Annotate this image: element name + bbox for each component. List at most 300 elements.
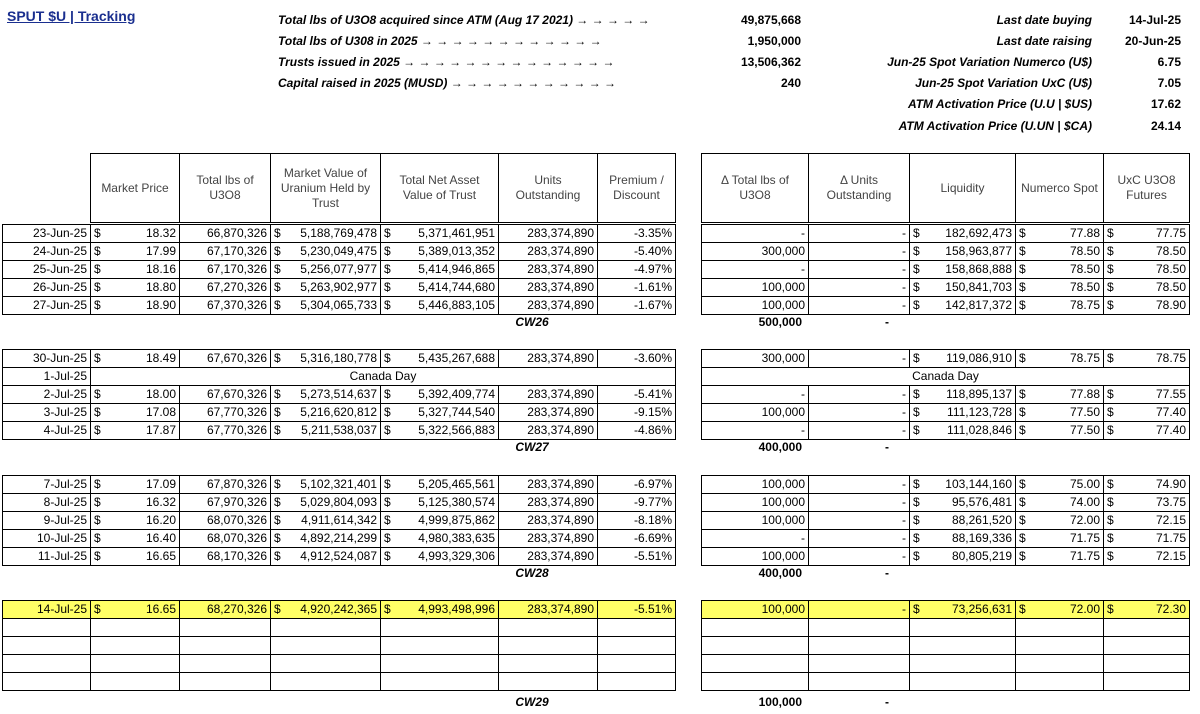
date-cell: 30-Jun-25 — [3, 350, 91, 368]
summary-value: 13,506,362 — [740, 55, 801, 69]
delta-lbs: - — [702, 225, 809, 243]
market-value-value: 4,912,524,087 — [300, 549, 377, 563]
empty-cell — [1104, 637, 1190, 655]
empty-cell — [598, 619, 676, 637]
currency-sign: $ — [94, 280, 101, 294]
currency-sign: $ — [274, 423, 281, 437]
market-value — [271, 279, 381, 297]
currency-sign: $ — [913, 262, 920, 276]
premium-discount: -5.41% — [598, 386, 676, 404]
holiday-cell: Canada Day — [702, 368, 1190, 386]
empty-cell — [910, 655, 1016, 673]
liquidity-value: 158,963,877 — [945, 244, 1012, 258]
empty-row — [702, 619, 1190, 637]
uxc-futures — [1104, 350, 1190, 368]
currency-sign: $ — [94, 549, 101, 563]
currency-sign: $ — [913, 298, 920, 312]
uxc-futures-value: 71.75 — [1155, 531, 1186, 545]
nav-value: 5,392,409,774 — [418, 387, 495, 401]
liquidity-value: 95,576,481 — [951, 495, 1012, 509]
currency-sign: $ — [913, 477, 920, 491]
uxc-futures-value: 74.90 — [1155, 477, 1186, 491]
currency-sign: $ — [913, 495, 920, 509]
delta-lbs: 100,000 — [702, 476, 809, 494]
market-price — [91, 548, 180, 566]
currency-sign: $ — [913, 602, 920, 616]
numerco-spot — [1016, 225, 1104, 243]
numerco-spot-value: 71.75 — [1069, 531, 1100, 545]
liquidity-value: 182,692,473 — [945, 226, 1012, 240]
summary-label: ATM Activation Price (U.U | $US) — [907, 97, 1092, 111]
currency-sign: $ — [913, 531, 920, 545]
liquidity-value: 111,028,846 — [947, 423, 1012, 437]
uxc-futures-value: 77.55 — [1155, 387, 1186, 401]
page-title: SPUT $U | Tracking — [7, 8, 136, 24]
market-value-value: 5,263,902,977 — [300, 280, 377, 294]
column-header: Total Net Asset Value of Trust — [381, 154, 499, 223]
currency-sign: $ — [274, 602, 281, 616]
currency-sign: $ — [94, 244, 101, 258]
liquidity — [910, 386, 1016, 404]
numerco-spot-value: 72.00 — [1069, 602, 1100, 616]
premium-discount: -3.60% — [598, 350, 676, 368]
nav — [381, 386, 499, 404]
currency-sign: $ — [274, 513, 281, 527]
premium-discount: -3.35% — [598, 225, 676, 243]
numerco-spot-value: 77.50 — [1069, 405, 1100, 419]
week-label: CW27 — [515, 440, 549, 454]
empty-cell — [271, 673, 381, 691]
currency-sign: $ — [1019, 602, 1026, 616]
nav — [381, 601, 499, 619]
currency-sign: $ — [1019, 351, 1026, 365]
uxc-futures-value: 78.50 — [1155, 280, 1186, 294]
currency-sign: $ — [384, 262, 391, 276]
currency-sign: $ — [274, 477, 281, 491]
empty-cell — [1016, 673, 1104, 691]
empty-cell — [180, 619, 271, 637]
numerco-spot-value: 72.00 — [1069, 513, 1100, 527]
numerco-spot — [1016, 297, 1104, 315]
market-value — [271, 261, 381, 279]
date-cell: 7-Jul-25 — [3, 476, 91, 494]
empty-cell — [3, 619, 91, 637]
premium-discount: -9.15% — [598, 404, 676, 422]
empty-cell — [1104, 655, 1190, 673]
delta-lbs: - — [702, 386, 809, 404]
week-total-lbs: 500,000 — [758, 315, 802, 329]
numerco-spot — [1016, 243, 1104, 261]
market-price-value: 16.20 — [145, 513, 176, 527]
nav-value: 5,327,744,540 — [418, 405, 495, 419]
table-row — [702, 225, 1190, 243]
table-row — [3, 225, 676, 243]
currency-sign: $ — [913, 226, 920, 240]
units-outstanding: 283,374,890 — [499, 404, 598, 422]
holiday-cell: Canada Day — [91, 368, 676, 386]
premium-discount: -1.67% — [598, 297, 676, 315]
market-price — [91, 422, 180, 440]
delta-units: - — [809, 404, 910, 422]
table-row — [702, 279, 1190, 297]
liquidity — [910, 422, 1016, 440]
total-lbs: 67,170,326 — [180, 243, 271, 261]
empty-cell — [381, 673, 499, 691]
liquidity — [910, 404, 1016, 422]
currency-sign: $ — [1107, 298, 1114, 312]
uxc-futures-value: 72.15 — [1155, 549, 1186, 563]
numerco-spot — [1016, 422, 1104, 440]
delta-lbs: - — [702, 422, 809, 440]
market-price — [91, 476, 180, 494]
delta-units: - — [809, 422, 910, 440]
units-outstanding: 283,374,890 — [499, 297, 598, 315]
market-value-value: 5,188,769,478 — [300, 226, 377, 240]
market-price — [91, 261, 180, 279]
numerco-spot — [1016, 601, 1104, 619]
column-header: Liquidity — [910, 154, 1016, 223]
table-row — [702, 404, 1190, 422]
table-row — [3, 386, 676, 404]
market-value-value: 5,102,321,401 — [300, 477, 377, 491]
delta-units: - — [809, 279, 910, 297]
summary-label: Jun-25 Spot Variation UxC (U$) — [915, 76, 1092, 90]
table-row — [702, 261, 1190, 279]
market-price-value: 16.32 — [145, 495, 176, 509]
premium-discount: -9.77% — [598, 494, 676, 512]
nav-value: 5,371,461,951 — [418, 226, 495, 240]
delta-units: - — [809, 386, 910, 404]
nav-value: 5,322,566,883 — [418, 423, 495, 437]
table-row — [3, 548, 676, 566]
date-cell: 14-Jul-25 — [3, 601, 91, 619]
market-value — [271, 404, 381, 422]
currency-sign: $ — [913, 387, 920, 401]
empty-row — [3, 655, 676, 673]
week-total-units: - — [885, 566, 889, 580]
date-cell: 27-Jun-25 — [3, 297, 91, 315]
market-price-value: 18.90 — [145, 298, 176, 312]
currency-sign: $ — [94, 495, 101, 509]
liquidity-value: 118,895,137 — [946, 387, 1012, 401]
delta-lbs: - — [702, 530, 809, 548]
table-row — [3, 601, 676, 619]
premium-discount: -8.18% — [598, 512, 676, 530]
nav — [381, 476, 499, 494]
units-outstanding: 283,374,890 — [499, 243, 598, 261]
liquidity — [910, 476, 1016, 494]
empty-cell — [91, 673, 180, 691]
currency-sign: $ — [274, 387, 281, 401]
nav — [381, 530, 499, 548]
uxc-futures — [1104, 261, 1190, 279]
premium-discount: -6.97% — [598, 476, 676, 494]
empty-cell — [381, 637, 499, 655]
uxc-futures-value: 77.40 — [1155, 423, 1186, 437]
currency-sign: $ — [274, 226, 281, 240]
date-cell: 11-Jul-25 — [3, 548, 91, 566]
summary-label: Last date buying — [996, 13, 1092, 27]
currency-sign: $ — [384, 531, 391, 545]
units-outstanding: 283,374,890 — [499, 512, 598, 530]
date-cell: 1-Jul-25 — [3, 368, 91, 386]
delta-lbs: 300,000 — [702, 350, 809, 368]
empty-cell — [702, 673, 809, 691]
market-price — [91, 279, 180, 297]
units-outstanding: 283,374,890 — [499, 530, 598, 548]
numerco-spot — [1016, 350, 1104, 368]
liquidity — [910, 494, 1016, 512]
summary-value: 20-Jun-25 — [1124, 34, 1181, 48]
week-right-table — [701, 600, 1190, 691]
market-value-value: 5,304,065,733 — [300, 298, 377, 312]
week-left-table — [2, 349, 676, 440]
empty-cell — [910, 637, 1016, 655]
empty-cell — [598, 637, 676, 655]
total-lbs: 68,170,326 — [180, 548, 271, 566]
premium-discount: -6.69% — [598, 530, 676, 548]
liquidity — [910, 279, 1016, 297]
currency-sign: $ — [384, 495, 391, 509]
liquidity-value: 103,144,160 — [945, 477, 1012, 491]
currency-sign: $ — [1107, 513, 1114, 527]
nav-value: 4,993,329,306 — [418, 549, 495, 563]
date-cell: 25-Jun-25 — [3, 261, 91, 279]
market-value-value: 5,256,077,977 — [300, 262, 377, 276]
nav — [381, 422, 499, 440]
nav-value: 5,389,013,352 — [418, 244, 495, 258]
market-price — [91, 243, 180, 261]
numerco-spot-value: 78.75 — [1069, 298, 1100, 312]
empty-row — [702, 655, 1190, 673]
liquidity — [910, 512, 1016, 530]
table-row — [3, 530, 676, 548]
units-outstanding: 283,374,890 — [499, 548, 598, 566]
market-value — [271, 476, 381, 494]
empty-cell — [809, 673, 910, 691]
uxc-futures-value: 72.15 — [1155, 513, 1186, 527]
currency-sign: $ — [94, 387, 101, 401]
empty-cell — [91, 619, 180, 637]
uxc-futures-value: 77.40 — [1155, 405, 1186, 419]
date-cell: 26-Jun-25 — [3, 279, 91, 297]
empty-cell — [1104, 619, 1190, 637]
numerco-spot — [1016, 512, 1104, 530]
currency-sign: $ — [913, 244, 920, 258]
market-value — [271, 243, 381, 261]
delta-units: - — [809, 601, 910, 619]
liquidity-value: 119,086,910 — [946, 351, 1012, 365]
market-price — [91, 225, 180, 243]
liquidity-value: 150,841,703 — [945, 280, 1012, 294]
empty-cell — [1104, 673, 1190, 691]
units-outstanding: 283,374,890 — [499, 422, 598, 440]
delta-units: - — [809, 530, 910, 548]
summary-value: 14-Jul-25 — [1128, 13, 1181, 27]
liquidity-value: 80,805,219 — [951, 549, 1012, 563]
market-value — [271, 494, 381, 512]
premium-discount: -5.40% — [598, 243, 676, 261]
empty-row — [3, 619, 676, 637]
market-price — [91, 350, 180, 368]
units-outstanding: 283,374,890 — [499, 350, 598, 368]
nav — [381, 279, 499, 297]
table-row — [702, 350, 1190, 368]
delta-lbs: 100,000 — [702, 297, 809, 315]
uxc-futures — [1104, 476, 1190, 494]
column-header: Market Price — [91, 154, 180, 223]
empty-cell — [271, 655, 381, 673]
market-value — [271, 297, 381, 315]
numerco-spot — [1016, 386, 1104, 404]
table-row — [702, 494, 1190, 512]
numerco-spot-value: 78.75 — [1069, 351, 1100, 365]
currency-sign: $ — [913, 280, 920, 294]
week-right-table — [701, 475, 1190, 566]
market-price-value: 17.08 — [145, 405, 176, 419]
market-price — [91, 404, 180, 422]
numerco-spot — [1016, 279, 1104, 297]
currency-sign: $ — [384, 298, 391, 312]
nav — [381, 225, 499, 243]
delta-lbs: 300,000 — [702, 243, 809, 261]
currency-sign: $ — [274, 549, 281, 563]
total-lbs: 68,270,326 — [180, 601, 271, 619]
currency-sign: $ — [1107, 387, 1114, 401]
currency-sign: $ — [913, 549, 920, 563]
premium-discount: -4.86% — [598, 422, 676, 440]
nav — [381, 512, 499, 530]
currency-sign: $ — [1019, 244, 1026, 258]
currency-sign: $ — [1107, 244, 1114, 258]
market-price-value: 18.32 — [145, 226, 176, 240]
column-header: Δ Units Outstanding — [809, 154, 910, 223]
premium-discount: -1.61% — [598, 279, 676, 297]
empty-cell — [499, 619, 598, 637]
uxc-futures — [1104, 494, 1190, 512]
numerco-spot-value: 71.75 — [1069, 549, 1100, 563]
empty-cell — [499, 637, 598, 655]
summary-value: 7.05 — [1157, 76, 1181, 90]
market-price-value: 16.65 — [145, 602, 176, 616]
market-value — [271, 512, 381, 530]
currency-sign: $ — [384, 513, 391, 527]
currency-sign: $ — [384, 280, 391, 294]
empty-cell — [499, 655, 598, 673]
market-value-value: 5,211,538,037 — [301, 423, 377, 437]
currency-sign: $ — [384, 387, 391, 401]
empty-cell — [499, 673, 598, 691]
table-row — [3, 404, 676, 422]
uxc-futures — [1104, 297, 1190, 315]
date-cell: 24-Jun-25 — [3, 243, 91, 261]
currency-sign: $ — [1019, 477, 1026, 491]
empty-cell — [1016, 655, 1104, 673]
empty-cell — [271, 637, 381, 655]
numerco-spot-value: 75.00 — [1069, 477, 1100, 491]
currency-sign: $ — [384, 351, 391, 365]
empty-cell — [702, 655, 809, 673]
delta-units: - — [809, 512, 910, 530]
market-price-value: 18.49 — [145, 351, 176, 365]
currency-sign: $ — [1019, 423, 1026, 437]
currency-sign: $ — [94, 226, 101, 240]
currency-sign: $ — [1019, 531, 1026, 545]
empty-cell — [910, 673, 1016, 691]
units-outstanding: 283,374,890 — [499, 279, 598, 297]
table-row — [702, 368, 1190, 386]
currency-sign: $ — [1107, 531, 1114, 545]
date-cell: 23-Jun-25 — [3, 225, 91, 243]
total-lbs: 67,270,326 — [180, 279, 271, 297]
liquidity — [910, 261, 1016, 279]
column-header: Total lbs of U3O8 — [180, 154, 271, 223]
uxc-futures — [1104, 530, 1190, 548]
empty-cell — [3, 673, 91, 691]
nav-value: 5,435,267,688 — [418, 351, 495, 365]
currency-sign: $ — [1019, 549, 1026, 563]
currency-sign: $ — [913, 405, 920, 419]
empty-cell — [910, 619, 1016, 637]
delta-units: - — [809, 494, 910, 512]
week-label: CW26 — [515, 315, 549, 329]
currency-sign: $ — [1019, 226, 1026, 240]
currency-sign: $ — [1107, 226, 1114, 240]
summary-value: 240 — [780, 76, 801, 90]
empty-cell — [180, 637, 271, 655]
table-row — [702, 476, 1190, 494]
market-value-value: 5,316,180,778 — [300, 351, 377, 365]
empty-cell — [3, 637, 91, 655]
empty-cell — [381, 619, 499, 637]
table-row — [702, 243, 1190, 261]
delta-units: - — [809, 297, 910, 315]
market-price-value: 17.99 — [145, 244, 176, 258]
table-row — [3, 261, 676, 279]
liquidity — [910, 350, 1016, 368]
numerco-spot-value: 78.50 — [1069, 280, 1100, 294]
delta-lbs: 100,000 — [702, 601, 809, 619]
empty-cell — [702, 637, 809, 655]
uxc-futures — [1104, 243, 1190, 261]
market-price — [91, 386, 180, 404]
liquidity-value: 111,123,728 — [947, 405, 1012, 419]
empty-cell — [381, 655, 499, 673]
table-row — [702, 548, 1190, 566]
delta-units: - — [809, 243, 910, 261]
uxc-futures-value: 77.75 — [1155, 226, 1186, 240]
nav-value: 5,414,946,865 — [418, 262, 495, 276]
total-lbs: 67,370,326 — [180, 297, 271, 315]
empty-cell — [180, 655, 271, 673]
empty-row — [702, 673, 1190, 691]
currency-sign: $ — [1019, 298, 1026, 312]
table-row — [702, 512, 1190, 530]
currency-sign: $ — [274, 244, 281, 258]
delta-units: - — [809, 261, 910, 279]
numerco-spot — [1016, 548, 1104, 566]
empty-cell — [3, 655, 91, 673]
summary-value: 17.62 — [1150, 97, 1181, 111]
week-left-table — [2, 600, 676, 691]
total-lbs: 67,670,326 — [180, 350, 271, 368]
numerco-spot — [1016, 494, 1104, 512]
currency-sign: $ — [94, 602, 101, 616]
market-price — [91, 601, 180, 619]
currency-sign: $ — [384, 602, 391, 616]
numerco-spot — [1016, 530, 1104, 548]
summary-label: Total lbs of U3O8 acquired since ATM (Aug 17 2021) → → → → → — [278, 13, 650, 27]
